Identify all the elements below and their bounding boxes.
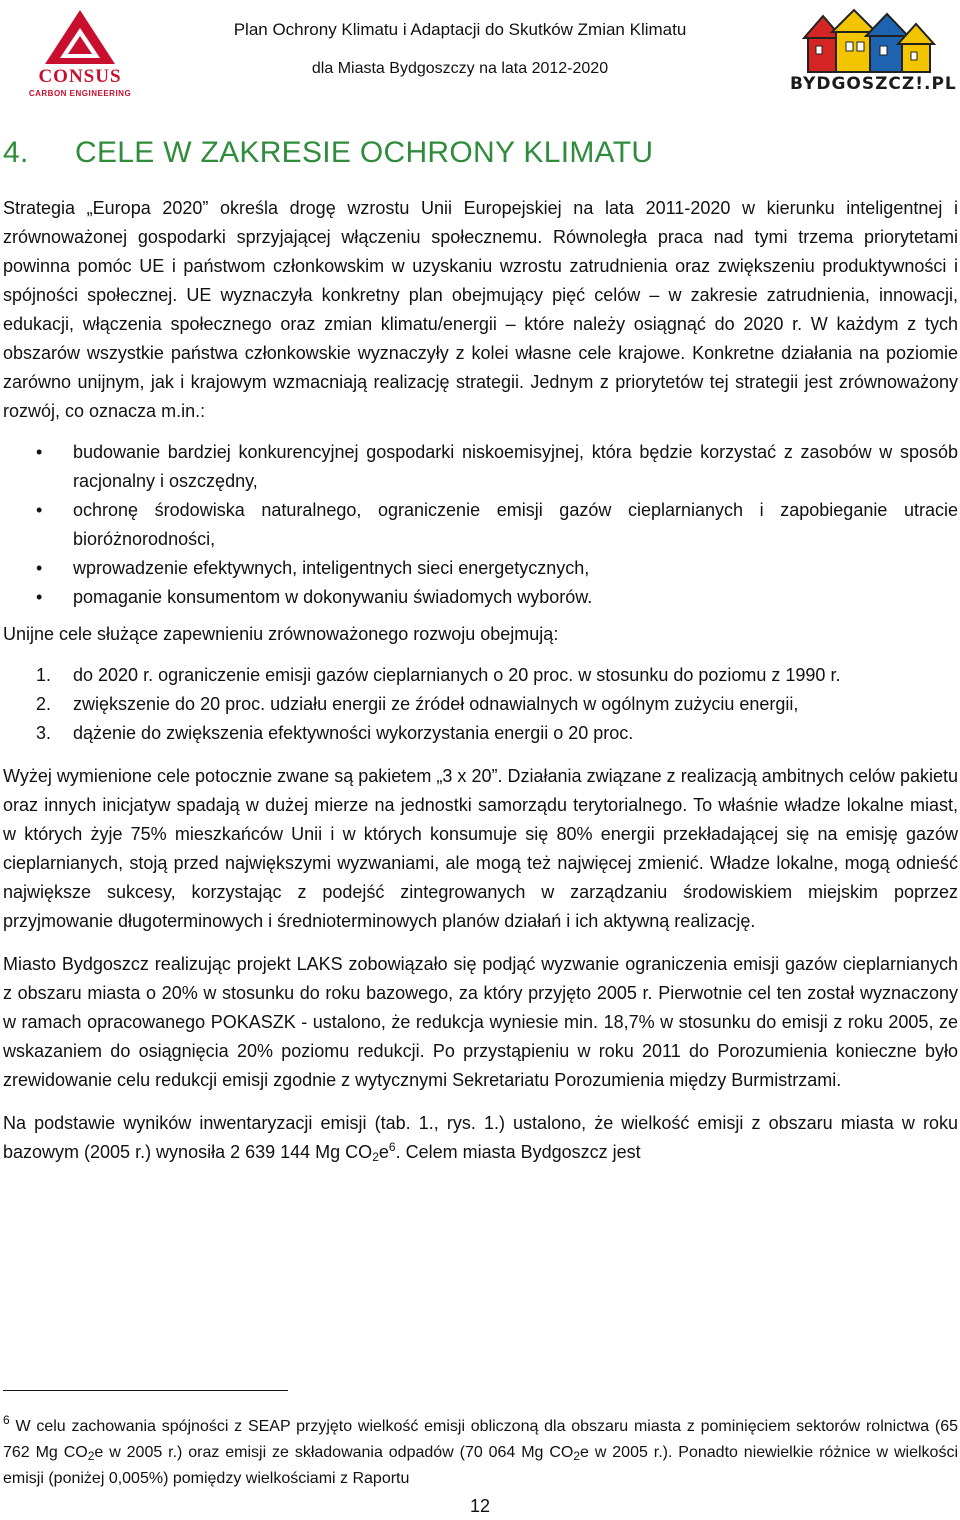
consus-logo <box>20 8 140 98</box>
goal-number: 1. <box>36 665 52 685</box>
consus-triangle-icon <box>20 8 140 68</box>
goal-number: 3. <box>36 723 52 743</box>
header-line-1: Plan Ochrony Klimatu i Adaptacji do Skutków Zmian Klimatu <box>233 20 687 39</box>
header-line-2: dla Miasta Bydgoszczy na lata 2012-2020 <box>311 60 609 77</box>
header-title <box>160 20 760 78</box>
consus-logo-name: CONSUS <box>38 66 122 87</box>
section-title: CELE W ZAKRESIE OCHRONY KLIMATU <box>75 136 654 169</box>
footnote-reference: 6 <box>388 1140 396 1154</box>
paragraph-strategy: Strategia „Europa 2020” określa drogę wzrostu Unii Europejskiej na lata 2011-2020 w kierunku inteligentnej i zrównoważonej gospodarki sprzyjającej włączeniu społecznemu. Równoległa praca nad tymi trzema priorytetami powinna pomóc UE i państwom członkowskim w uzyskaniu wzrostu zatrudnienia oraz zwiększeniu produktywności i spójności społecznej. UE wyznaczyła konkretny plan obejmujący pięć celów – w zakresie zatrudnienia, innowacji, edukacji, włączenia społecznego oraz zmian klimatu/energii – które należy osiągnąć do 2020 r. W każdym z tych obszarów wszystkie państwa członkowskie wyznaczyły z kolei własne cele krajowe. Konkretne działania na poziomie zarówno unijnym, jak i krajowym wzmacniają realizację strategii. Jednym z priorytetów tej strategii jest zrównoważony rozwój, co oznacza m.in.: <box>3 198 958 421</box>
co2-subscript: 2 <box>573 1449 581 1463</box>
goal-text: zwiększenie do 20 proc. udziału energii ze źródeł odnawialnych w ogólnym zużyciu energii, <box>73 694 799 714</box>
bullet-list <box>3 438 958 612</box>
bullet-item: • wprowadzenie efektywnych, inteligentnych sieci energetycznych, <box>3 554 958 583</box>
page-number: 12 <box>469 1496 491 1516</box>
inventory-text-1: Na podstawie wyników inwentaryzacji emisji (tab. 1., rys. 1.) ustalono, że wielkość emisji z obszaru miasta w roku bazowym (2005 r.) wynosiła 2 639 144 Mg CO <box>3 1113 958 1162</box>
inventory-text-2: e <box>378 1142 389 1162</box>
goal-text: dążenie do zwiększenia efektywności wykorzystania energii o 20 proc. <box>73 723 634 743</box>
co2-subscript: 2 <box>87 1449 95 1463</box>
goal-item <box>3 661 958 690</box>
paragraph-inventory <box>3 1109 958 1167</box>
goal-number: 2. <box>36 694 52 714</box>
section-number: 4. <box>3 136 29 169</box>
footnote-text-3: e w 2005 r.). Ponadto niewielkie różnice w wielkości emisji (poniżej 0,005%) pomiędzy wielkościami z Raportu <box>3 1444 959 1487</box>
paragraph-3x20: Wyżej wymienione cele potocznie zwane są pakietem „3 x 20”. Działania związane z realizacją ambitnych celów pakietu oraz innych inicjatyw spadają w dużej mierze na jednostki samorządu terytorialnego. To właśnie władze lokalne miast, w których żyje 75% mieszkańców Unii i w których konsumuje się 80% energii przekładającej się na emisję gazów cieplarnianych, stoją przed największymi wyzwaniami, ale mogą też najwięcej zmienić. Władze lokalne, mogą odnieść największe sukcesy, korzystając z podejść zintegrowanych w zarządzaniu środowiskiem miejskim poprzez przyjmowanie długoterminowych i średnioterminowych planów działań i ich aktywną realizację. <box>3 766 958 931</box>
goal-text: do 2020 r. ograniczenie emisji gazów cieplarnianych o 20 proc. w stosunku do poziomu z 1990 r. <box>73 665 841 685</box>
bydgoszcz-houses-icon <box>790 6 950 76</box>
co2-subscript: 2 <box>372 1150 379 1164</box>
footnote-text-1: W celu zachowania spójności z SEAP przyjęto wielkość emisji obliczoną dla obszaru miasta z pominięciem sektorów rolnictwa (65 762 Mg CO <box>3 1418 958 1461</box>
goal-item <box>3 690 958 719</box>
paragraph-laks: Miasto Bydgoszcz realizując projekt LAKS zobowiązało się podjąć wyzwanie ograniczenia emisji gazów cieplarnianych z obszaru miasta o 20% w stosunku do roku bazowego, za który przyjęto 2005 r. Pierwotnie cel ten został wyznaczony w ramach opracowanego POKASZK - ustalono, że redukcja wyniesie min. 18,7% w stosunku do emisji z roku 2005, ze wskazaniem do osiągnięcia 20% poziomu redukcji. Po przystąpieniu w roku 2011 do Porozumienia konieczne było zrewidowanie celu redukcji emisji zgodnie z wytycznymi Sekretariatu Porozumienia między Burmistrzami. <box>3 954 958 1090</box>
bydgoszcz-logo-text: BYDGOSZCZ!.PL <box>790 74 957 94</box>
goals-list <box>3 661 958 748</box>
paragraph-goals-intro: Unijne cele służące zapewnieniu zrównoważonego rozwoju obejmują: <box>3 624 559 644</box>
bullet-item: • pomaganie konsumentom w dokonywaniu świadomych wyborów. <box>3 583 958 612</box>
footnote-marker: 6 <box>3 1413 10 1427</box>
consus-logo-subtitle: CARBON ENGINEERING <box>28 89 132 98</box>
bullet-item: • budowanie bardziej konkurencyjnej gospodarki niskoemisyjnej, która będzie korzystać z zasobów w sposób racjonalny i oszczędny, <box>3 438 958 496</box>
footnote-separator <box>3 1390 288 1391</box>
inventory-text-3: . Celem miasta Bydgoszcz jest <box>395 1142 641 1162</box>
footnote <box>3 1414 958 1492</box>
page-header <box>0 0 960 100</box>
bullet-item: • ochronę środowiska naturalnego, ograniczenie emisji gazów cieplarnianych i zapobieganie utracie bioróżnorodności, <box>3 496 958 554</box>
footnote-text-2: e w 2005 r.) oraz emisji ze składowania odpadów (70 064 Mg CO <box>94 1444 574 1461</box>
main-content <box>3 136 958 1167</box>
goal-item <box>3 719 958 748</box>
section-heading <box>3 136 958 170</box>
bydgoszcz-logo <box>790 6 957 98</box>
